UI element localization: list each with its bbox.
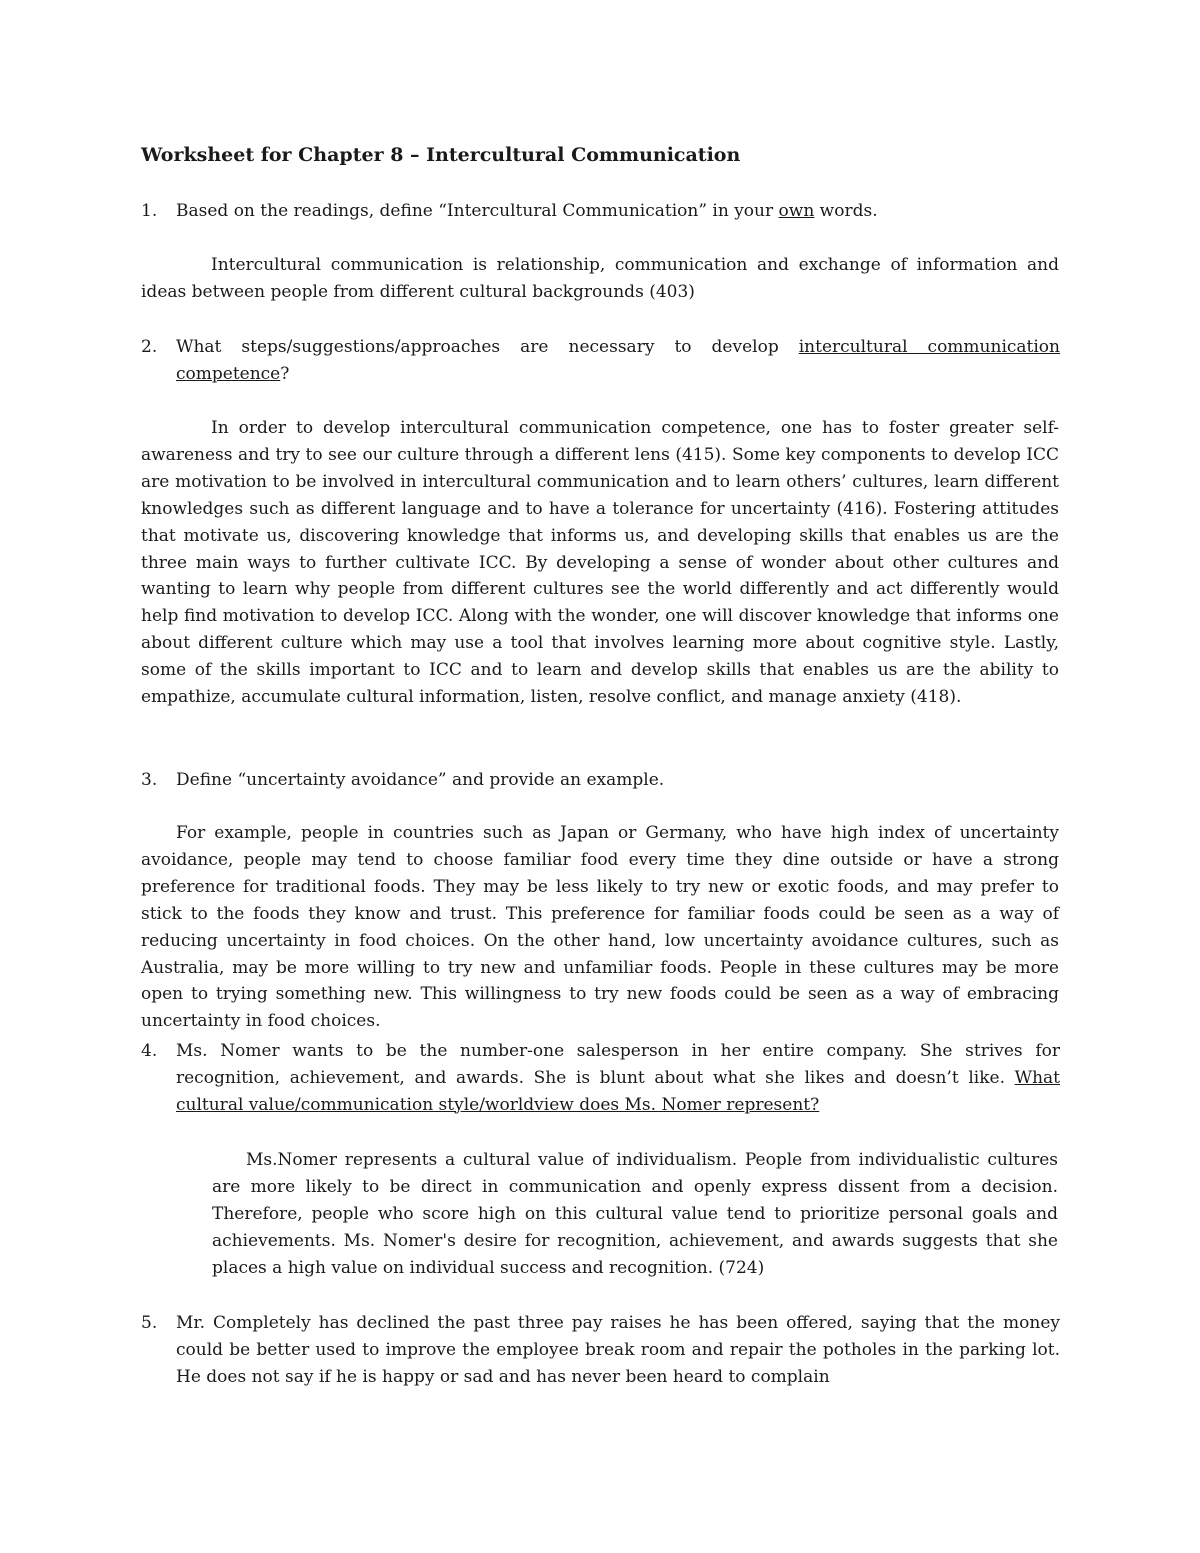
answer-2: In order to develop intercultural communication competence, one has to foster greater self-awareness and try to see our culture through a different lens (415). Some key components to develop ICC are motivation to be involved in intercultural communication and to learn others’ cultures, learn different knowledges such as different language and to have a tolerance for uncertainty (416). Fostering attitudes that motivate us, discovering knowledge that informs us, and developing skills that enables us are the three main ways to further cultivate ICC. By developing a sense of wonder about other cultures and wanting to learn why people from different cultures see the world differently and act differently would help find motivation to develop ICC. Along with the wonder, one will discover knowledge that informs one about different culture which may use a tool that involves learning more about cognitive style. Lastly, some of the skills important to ICC and to learn and develop skills that enables us are the ability to empathize, accumulate cultural information, listen, resolve conflict, and manage anxiety (418).: [141, 418, 1059, 708]
question-text: Ms. Nomer wants to be the number-one salesperson in her entire company. She strives for recognition, achievement, and awards. She is blunt about what she likes and doesn’t like. What cultural value/communication style/worldview does Ms. Nomer represent?: [176, 1041, 1060, 1115]
worksheet-title: Worksheet for Chapter 8 – Intercultural Communication: [141, 144, 741, 166]
question-text: Mr. Completely has declined the past three pay raises he has been offered, saying that the money could be better used to improve the employee break room and repair the potholes in the parking lot. He does not say if he is happy or sad and has never been heard to complain: [176, 1313, 1060, 1387]
question-number: 4.: [141, 1041, 158, 1061]
question-text: What steps/suggestions/approaches are necessary to develop intercultural communication competence?: [176, 337, 1060, 384]
question-number: 5.: [141, 1313, 158, 1333]
question-number: 1.: [141, 201, 158, 221]
answer-3: For example, people in countries such as Japan or Germany, who have high index of uncertainty avoidance, people may tend to choose familiar food every time they dine outside or have a strong preference for traditional foods. They may be less likely to try new or exotic foods, and may prefer to stick to the foods they know and trust. This preference for familiar foods could be seen as a way of reducing uncertainty in food choices. On the other hand, low uncertainty avoidance cultures, such as Australia, may be more willing to try new and unfamiliar foods. People in these cultures may be more open to trying something new. This willingness to try new foods could be seen as a way of embracing uncertainty in food choices.: [141, 823, 1059, 1032]
question-text: Based on the readings, define “Intercultural Communication” in your own words.: [176, 201, 878, 221]
question-number: 2.: [141, 337, 158, 357]
question-number: 3.: [141, 770, 158, 790]
answer-4: Ms.Nomer represents a cultural value of individualism. People from individualistic cultures are more likely to be direct in communication and openly express dissent from a decision. Therefore, people who score high on this cultural value tend to prioritize personal goals and achievements. Ms. Nomer's desire for recognition, achievement, and awards suggests that she places a high value on individual success and recognition. (724): [212, 1150, 1058, 1278]
question-text: Define “uncertainty avoidance” and provide an example.: [176, 770, 665, 790]
answer-1: Intercultural communication is relationship, communication and exchange of information and ideas between people from different cultural backgrounds (403): [141, 255, 1059, 302]
